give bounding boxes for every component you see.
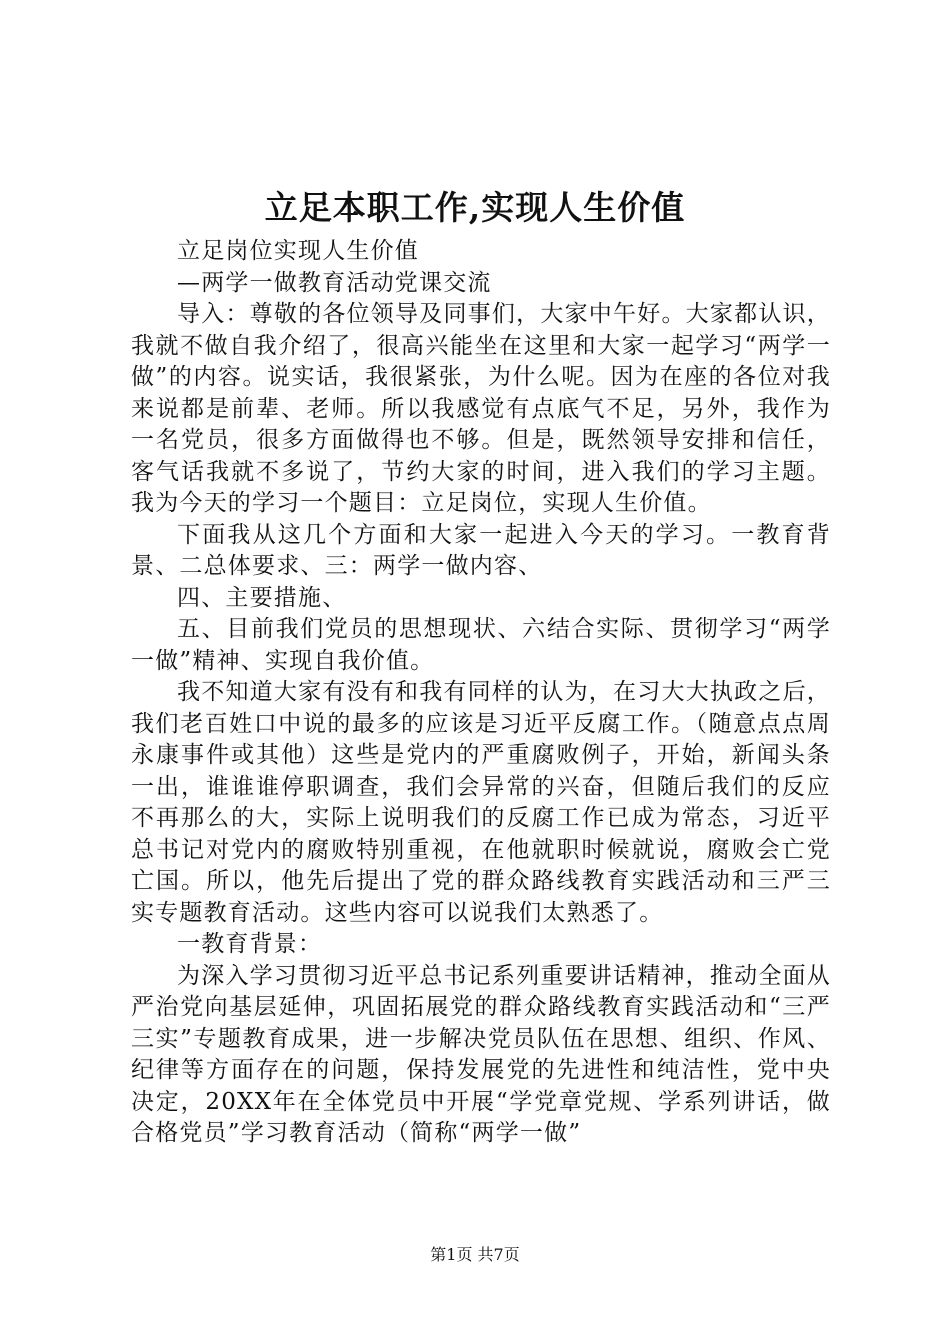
document-body: [131, 236, 831, 1150]
paragraph-anticorruption: 我不知道大家有没有和我有同样的认为，在习大大执政之后，我们老百姓口中说的最多的应该是习近平反腐工作。（随意点点周永康事件或其他）这些是党内的严重腐败例子，开始，新闻头条一出，谁谁谁停职调查，我们会异常的兴奋，但随后我们的反应不再那么的大，实际上说明我们的反腐工作已成为常态，习近平总书记对党内的腐败特别重视，在他就职时候就说，腐败会亡党亡国。所以，他先后提出了党的群众路线教育实践活动和三严三实专题教育活动。这些内容可以说我们太熟悉了。: [131, 679, 831, 926]
paragraph-section-heading: 一教育背景：: [177, 931, 323, 957]
paragraph-outline-4: 四、主要措施、: [177, 584, 347, 611]
paragraph-background: 为深入学习贯彻习近平总书记系列重要讲话精神，推动全面从严治党向基层延伸，巩固拓展党的群众路线教育实践活动和“三严三实”专题教育成果，进一步解决党员队伍在思想、组织、作风、纪律等方面存在的问题，保持发展党的先进性和纯洁性，党中央决定，20XX年在全体党员中开展“学党章党规、学系列讲话，做合格党员”学习教育活动（简称“两学一做”: [131, 962, 831, 1146]
document-title: 立足本职工作,实现人生价值: [264, 188, 686, 227]
paragraph-intro: 导入：尊敬的各位领导及同事们，大家中午好。大家都认识，我就不做自我介绍了，很高兴能坐在这里和大家一起学习“两学一做”的内容。说实话，我很紧张，为什么呢。因为在座的各位对我来说都是前辈、老师。所以我感觉有点底气不足，另外，我作为一名党员，很多方面做得也不够。但是，既然领导安排和信任，客气话我就不多说了，节约大家的时间，进入我们的学习主题。我为今天的学习一个题目：立足岗位，实现人生价值。: [131, 301, 831, 516]
paragraph-subtitle-2: —两学一做教育活动党课交流: [177, 269, 492, 296]
paragraph-outline: 下面我从这几个方面和大家一起进入今天的学习。一教育背景、二总体要求、三：两学一做内容、: [131, 521, 831, 579]
paragraph-outline-5: 五、目前我们党员的思想现状、六结合实际、贯彻学习“两学一做”精神、实现自我价值。: [131, 616, 831, 674]
paragraph-subtitle: 立足岗位实现人生价值: [177, 238, 419, 264]
page-footer: 第1页 共7页: [430, 1245, 520, 1264]
